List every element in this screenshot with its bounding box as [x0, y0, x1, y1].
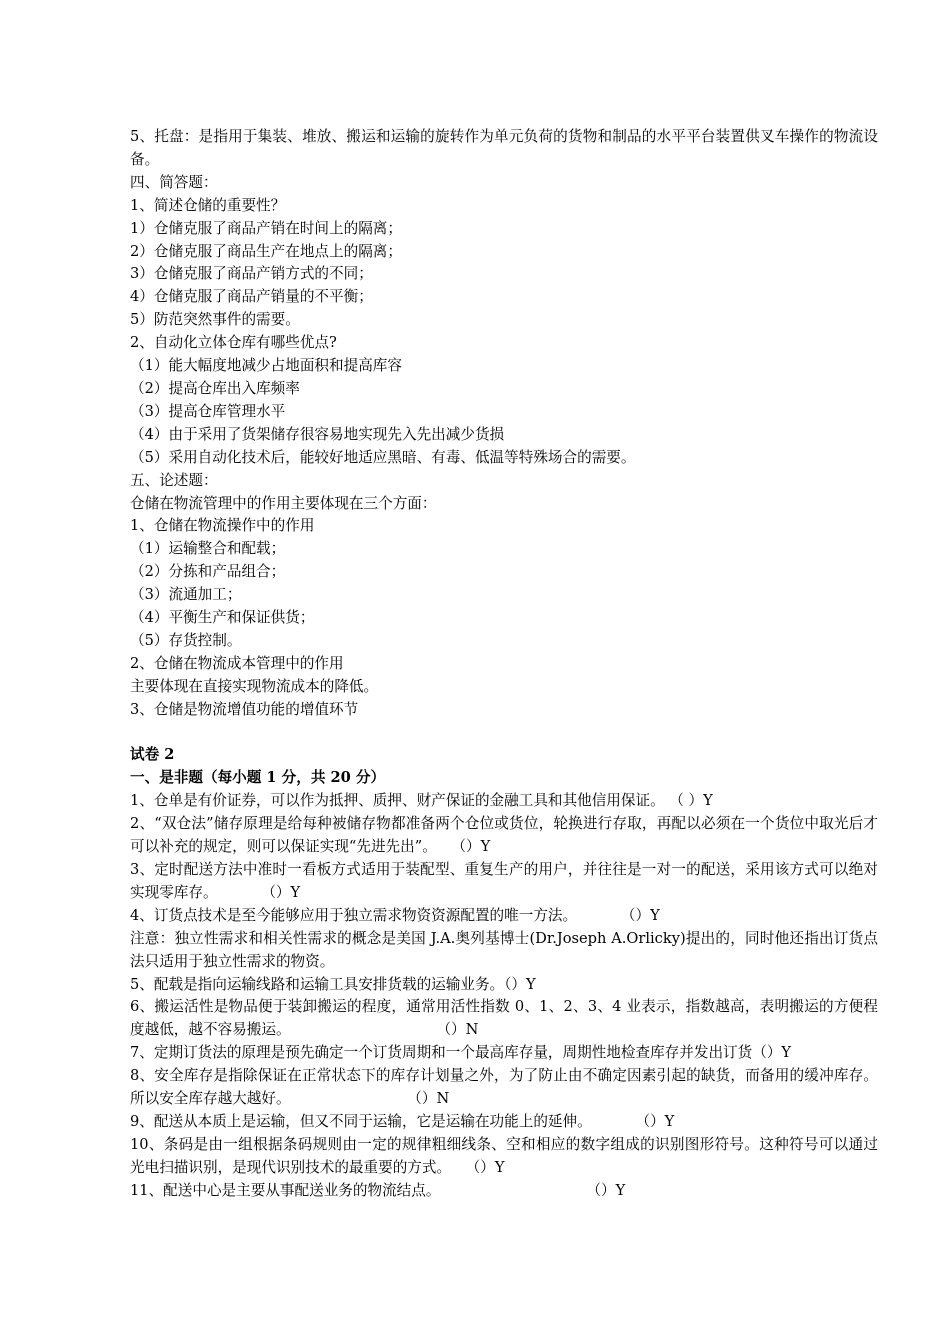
section-heading-true-false: 一、是非题（每小题 1 分，共 20 分）	[130, 769, 386, 787]
blank-line	[130, 722, 878, 745]
answer-item: （5）采用自动化技术后，能较好地适应黑暗、有毒、低温等特殊场合的需要。	[130, 448, 636, 466]
essay-item: （4）平衡生产和保证供货；	[130, 609, 315, 627]
question-1: 1、简述仓储的重要性？	[130, 196, 286, 214]
answer-item: 4）仓储克服了商品产销量的不平衡；	[130, 288, 373, 306]
document-page	[130, 126, 878, 1203]
tf-question-11: 11、配送中心是主要从事配送业务的物流结点。 （）Y	[130, 1181, 626, 1199]
answer-item: 1）仓储克服了商品产销在时间上的隔离；	[130, 219, 402, 237]
essay-intro: 仓储在物流管理中的作用主要体现在三个方面：	[130, 494, 437, 512]
essay-point-3: 3、仓储是物流增值功能的增值环节	[130, 700, 359, 718]
section-heading-essay: 五、论述题：	[130, 471, 218, 489]
answer-item: 3）仓储克服了商品产销方式的不同；	[130, 265, 373, 283]
essay-item: （2）分拣和产品组合；	[130, 563, 286, 581]
tf-question-3: 3、定时配送方法中准时一看板方式适用于装配型、重复生产的用户，并往往是一对一的配送，采用该方式可以绝对实现零库存。 （）Y	[130, 860, 878, 901]
answer-item: （2）提高仓库出入库频率	[130, 379, 300, 397]
tf-question-4: 4、订货点技术是至今能够应用于独立需求物资资源配置的唯一方法。 （）Y	[130, 906, 660, 924]
answer-item: （3）提高仓库管理水平	[130, 402, 286, 420]
essay-item: （5）存货控制。	[130, 631, 242, 649]
definition-pallet: 5、托盘：是指用于集装、堆放、搬运和运输的旋转作为单元负荷的货物和制品的水平平台装置供叉车操作的物流设备。	[130, 128, 878, 168]
tf-question-2: 2、“双仓法”储存原理是给每种被储存物都准备两个仓位或货位，轮换进行存取，再配以必须在一个货位中取光后才可以补充的规定，则可以保证实现“先进先出”。 （）Y	[130, 815, 878, 856]
tf-note: 注意：独立性需求和相关性需求的概念是美国 J.A.奥列基博士(Dr.Joseph A.Orlicky)提出的，同时他还指出订货点法只适用于独立性需求的物资。	[130, 929, 878, 970]
tf-question-6: 6、搬运活性是物品便于装卸搬运的程度，通常用活性指数 0、1、2、3、4 业表示，指数越高，表明搬运的方便程度越低，越不容易搬运。 （）N	[130, 998, 878, 1039]
answer-item: 2）仓储克服了商品生产在地点上的隔离；	[130, 242, 402, 260]
tf-question-7: 7、定期订货法的原理是预先确定一个订货周期和一个最高库存量，周期性地检查库存并发出订货（）Y	[130, 1044, 792, 1062]
answer-item: （1）能大幅度地减少占地面积和提高库容	[130, 357, 402, 375]
essay-point-1: 1、仓储在物流操作中的作用	[130, 517, 315, 535]
tf-question-9: 9、配送从本质上是运输，但又不同于运输，它是运输在功能上的延伸。 （）Y	[130, 1112, 675, 1130]
tf-question-8: 8、安全库存是指除保证在正常状态下的库存计划量之外，为了防止由不确定因素引起的缺货，而备用的缓冲库存。所以安全库存越大越好。 （）N	[130, 1067, 878, 1108]
tf-question-5: 5、配载是指向运输线路和运输工具安排货载的运输业务。（）Y	[130, 975, 536, 993]
exam-title: 试卷 2	[130, 746, 175, 764]
essay-point-2-detail: 主要体现在直接实现物流成本的降低。	[130, 677, 379, 695]
tf-question-1: 1、仓单是有价证券，可以作为抵押、质押、财产保证的金融工具和其他信用保证。 （ ）Y	[130, 792, 713, 810]
answer-item: 5）防范突然事件的需要。	[130, 311, 300, 329]
essay-item: （3）流通加工；	[130, 586, 242, 604]
tf-question-10: 10、条码是由一组根据条码规则由一定的规律粗细线条、空和相应的数字组成的识别图形符号。这种符号可以通过光电扫描识别，是现代识别技术的最重要的方式。 （）Y	[130, 1135, 878, 1176]
section-heading-short-answer: 四、简答题：	[130, 173, 218, 191]
essay-point-2: 2、仓储在物流成本管理中的作用	[130, 654, 344, 672]
answer-item: （4）由于采用了货架储存很容易地实现先入先出减少货损	[130, 425, 505, 443]
question-2: 2、自动化立体仓库有哪些优点?	[130, 334, 337, 352]
essay-item: （1）运输整合和配载；	[130, 540, 286, 558]
